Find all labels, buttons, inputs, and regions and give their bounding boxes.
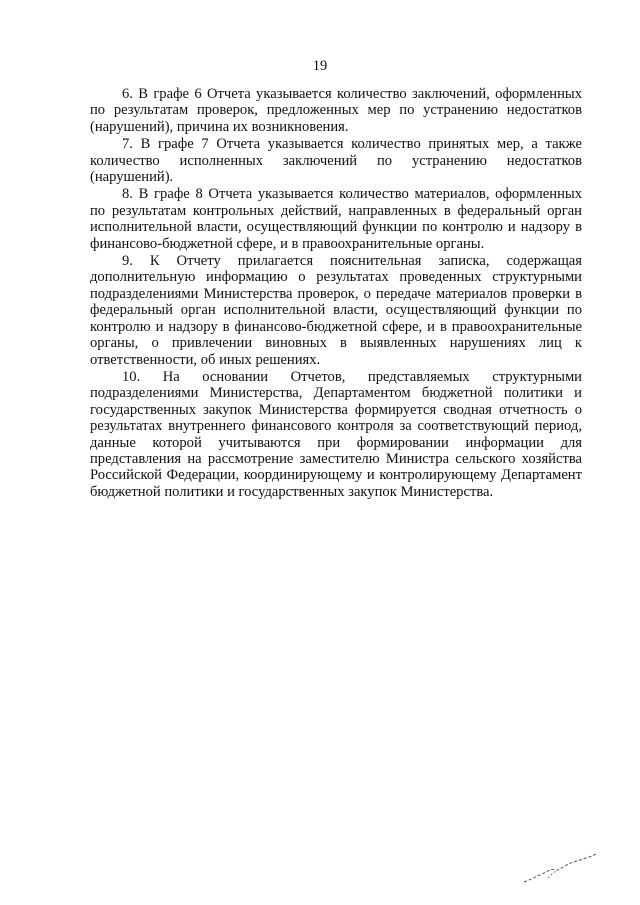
paragraph-8: 8. В графе 8 Отчета указывается количество материалов, оформленных по результатам контрольных действий, направленных в федеральный орган исполнительной власти, осуществляющий функции по контролю и надзору в финансово-бюджетной сфере, и в правоохранительные органы. (90, 186, 582, 252)
page-number: 19 (312, 58, 328, 74)
paragraph-6: 6. В графе 6 Отчета указывается количество заключений, оформленных по результатам проверок, предложенных мер по устранению недостатков (нарушений), причина их возникновения. (90, 86, 582, 135)
document-body (90, 86, 582, 500)
paragraph-9: 9. К Отчету прилагается пояснительная записка, содержащая дополнительную информацию о результатах проведенных структурными подразделениями Министерства проверок, о передаче материалов проверки в федеральный орган исполнительной власти, осуществляющий функции по контролю и надзору в финансово-бюджетной сфере, и в правоохранительные органы, о привлечении виновных в выявленных нарушениях лиц к ответственности, об иных решениях. (90, 253, 582, 368)
paragraph-10: 10. На основании Отчетов, представляемых структурными подразделениями Министерства, Департаментом бюджетной политики и государственных закупок Министерства формируется сводная отчетность о результатах внутреннего финансового контроля за соответствующий период, данные которой учитываются при формировании информации для представления на рассмотрение заместителю Министра сельского хозяйства Российской Федерации, координирующему и контролирующему Департамент бюджетной политики и государственных закупок Министерства. (90, 368, 582, 500)
paragraph-7: 7. В графе 7 Отчета указывается количество принятых мер, а также количество исполненных заключений по устранению недостатков (нарушений). (90, 136, 582, 186)
signature-mark (520, 848, 600, 888)
